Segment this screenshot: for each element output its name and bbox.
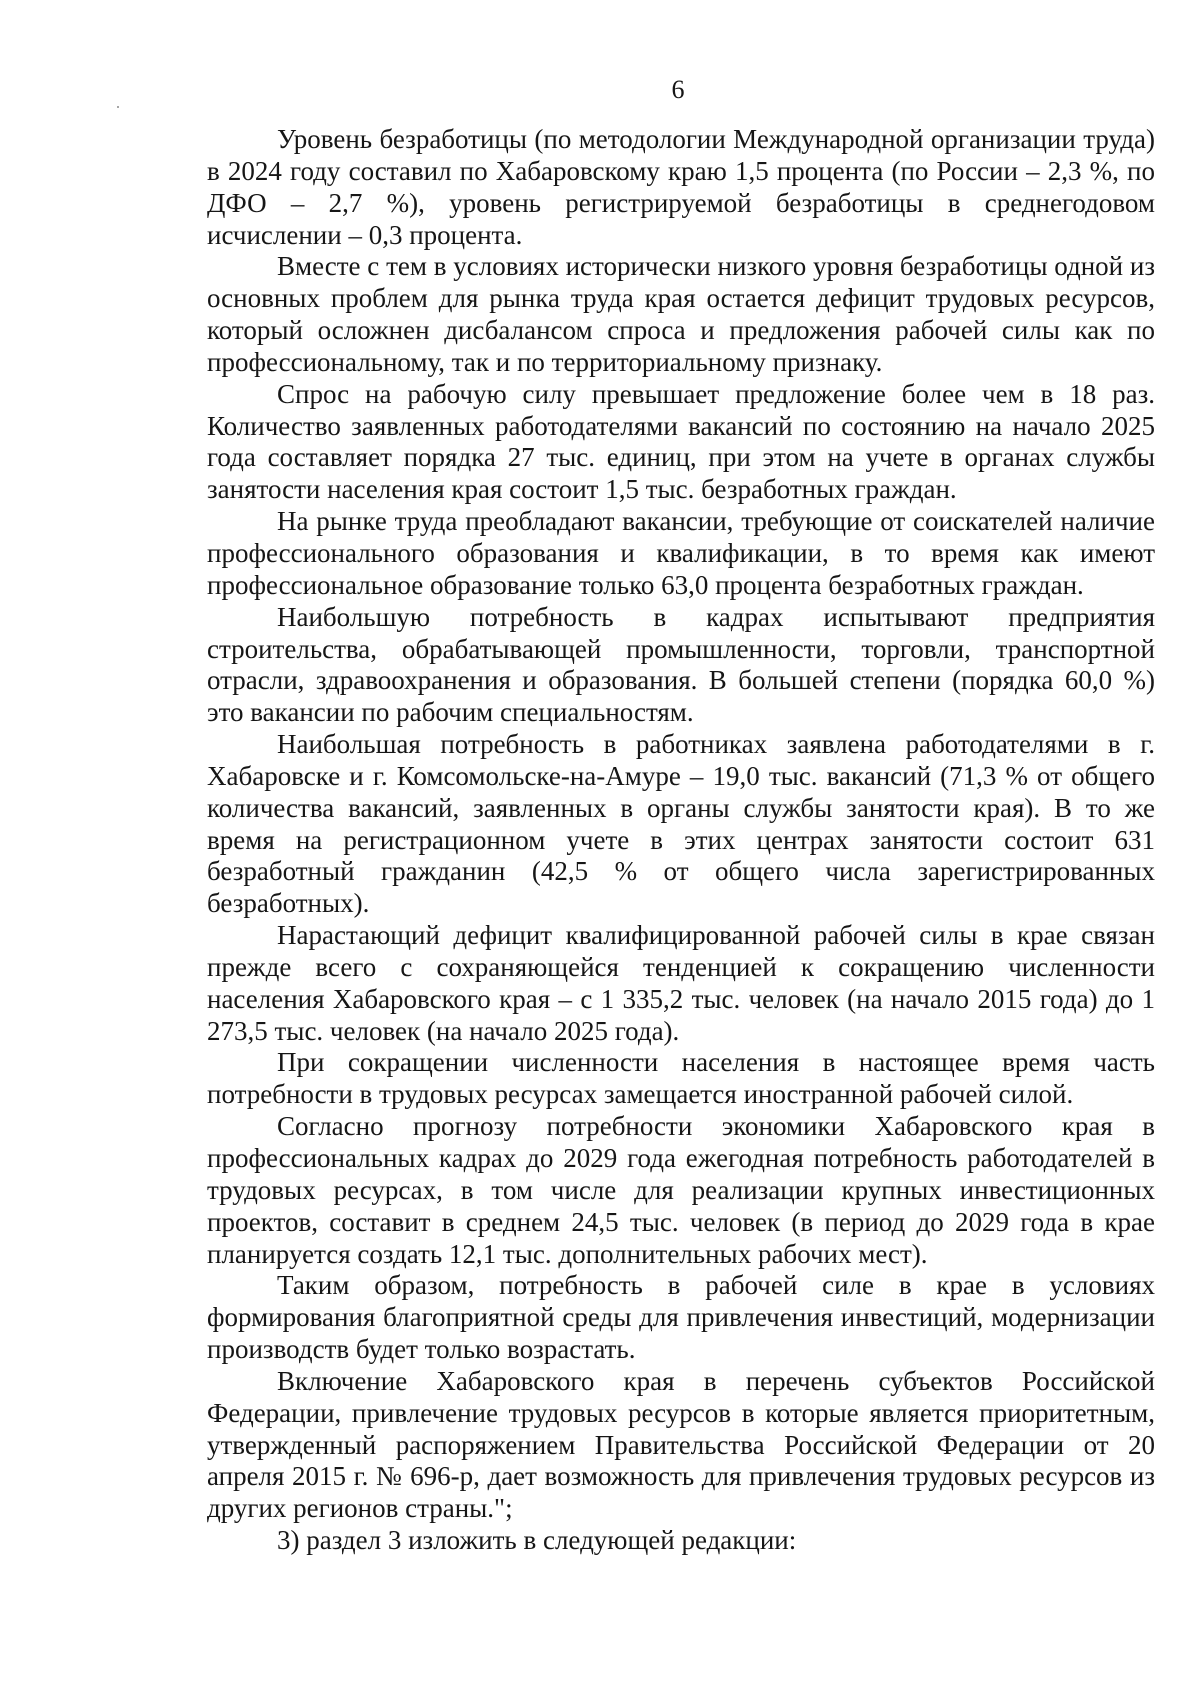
scan-artifact-dot	[117, 106, 119, 108]
paragraph-unemployment-level: Уровень безработицы (по методологии Международной организации труда) в 2024 году составил по Хабаровскому краю 1,5 процента (по России – 2,3 %, по ДФО – 2,7 %), уровень регистрируемой безработицы в среднегодовом исчислении – 0,3 процента.	[207, 124, 1155, 250]
paragraph-labor-deficit: Вместе с тем в условиях исторически низкого уровня безработицы одной из основных проблем для рынка труда края остается дефицит трудовых ресурсов, который осложнен дисбалансом спроса и предложения рабочей силы как по профессиональному, так и по территориальному признаку.	[207, 251, 1155, 377]
paragraph-conclusion: Таким образом, потребность в рабочей силе в крае в условиях формирования благоприятной среды для привлечения инвестиций, модернизации производств будет только возрастать.	[207, 1270, 1155, 1365]
paragraph-labor-demand: Спрос на рабочую силу превышает предложение более чем в 18 раз. Количество заявленных работодателями вакансий по состоянию на начало 2025 года составляет порядка 27 тыс. единиц, при этом на учете в органах службы занятости населения края состоит 1,5 тыс. безработных граждан.	[207, 378, 1155, 505]
paragraph-foreign-labor: При сокращении численности населения в настоящее время часть потребности в трудовых ресурсах замещается иностранной рабочей силой.	[207, 1047, 1155, 1110]
paragraph-sectors-in-demand: Наибольшую потребность в кадрах испытывают предприятия строительства, обрабатывающей промышленности, торговли, транспортной отрасли, здравоохранения и образования. В большей степени (порядка 60,0 %) это вакансии по рабочим специальностям.	[207, 601, 1155, 728]
paragraph-vacancy-requirements: На рынке труда преобладают вакансии, требующие от соискателей наличие профессионального образования и квалификации, в то время как имеют профессиональное образование только 63,0 процента безработных граждан.	[207, 506, 1155, 600]
paragraph-city-demand: Наибольшая потребность в работниках заявлена работодателями в г. Хабаровске и г. Комсомольске-на-Амуре – 19,0 тыс. вакансий (71,3 % от общего количества вакансий, заявленных в органы службы занятости края). В то же время на регистрационном учете в этих центрах занятости состоит 631 безработный гражданин (42,5 % от общего числа зарегистрированных безработных).	[207, 729, 1155, 919]
paragraph-priority-region: Включение Хабаровского края в перечень субъектов Российской Федерации, привлечение трудовых ресурсов в которые является приоритетным, утвержденный распоряжением Правительства Российской Федерации от 20 апреля 2015 г. № 696-р, дает возможность для привлечения трудовых ресурсов из других регионов страны.";	[207, 1365, 1155, 1524]
paragraph-population-decline: Нарастающий дефицит квалифицированной рабочей силы в крае связан прежде всего с сохраняющейся тенденцией к сокращению численности населения Хабаровского края – с 1 335,2 тыс. человек (на начало 2015 года) до 1 273,5 тыс. человек (на начало 2025 года).	[207, 920, 1155, 1046]
paragraph-section-3-amendment: 3) раздел 3 изложить в следующей редакции:	[277, 1525, 797, 1556]
paragraph-forecast: Согласно прогнозу потребности экономики Хабаровского края в профессиональных кадрах до 2029 года ежегодная потребность работодателей в трудовых ресурсах, в том числе для реализации крупных инвестиционных проектов, составит в среднем 24,5 тыс. человек (в период до 2029 года в крае планируется создать 12,1 тыс. дополнительных рабочих мест).	[207, 1111, 1155, 1269]
page-number: 6	[671, 75, 685, 104]
document-body	[207, 124, 1155, 1557]
